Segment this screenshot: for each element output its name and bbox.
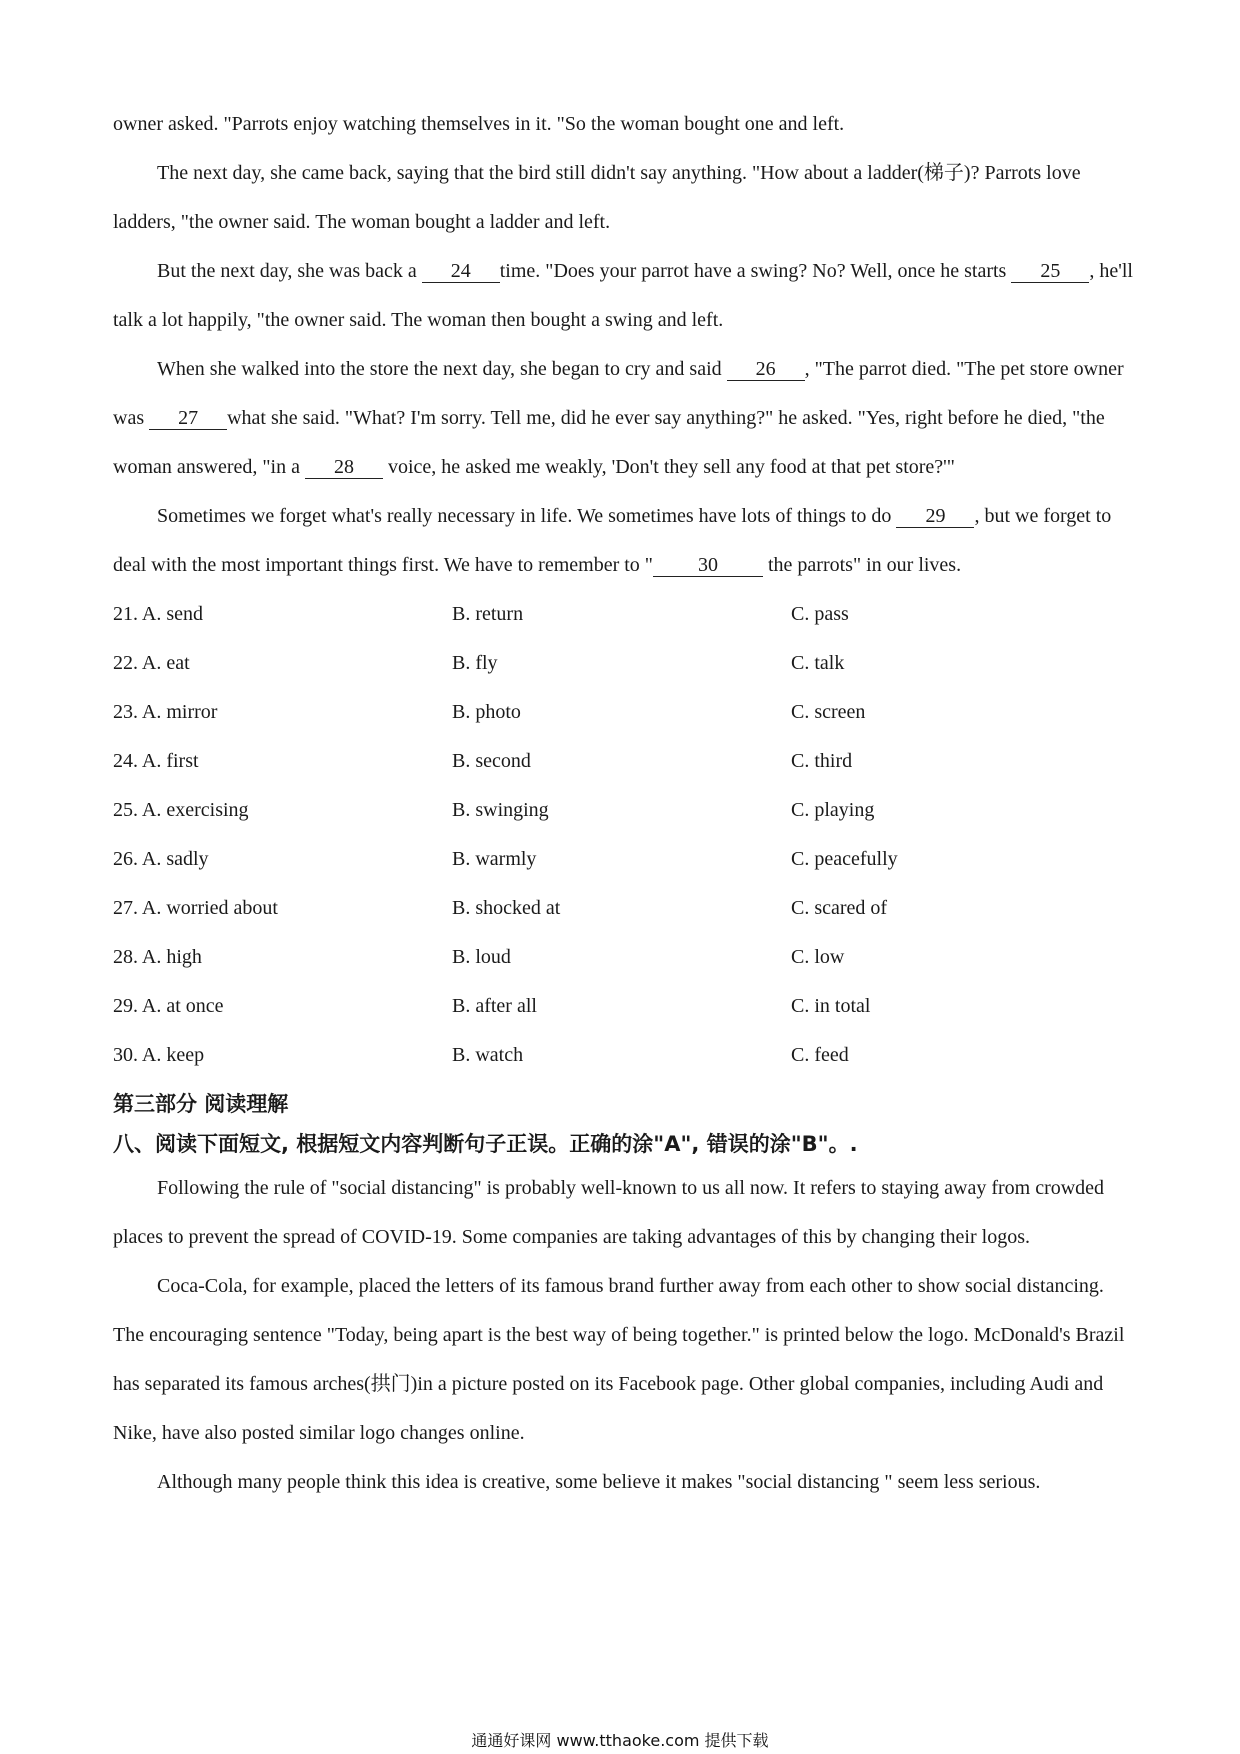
option-b: B. loud [452, 946, 511, 968]
option-c: C. feed [791, 1044, 849, 1066]
option-row [113, 933, 1133, 982]
blank-27: 27 [149, 407, 227, 430]
reading-paragraph-2: Coca-Cola, for example, placed the letters of its famous brand further away from each other to show social distancing. The encouraging sentence "Today, being apart is the best way of being together." is printed below the logo. McDonald's Brazil has separated its famous arches(拱门)in a picture posted on its Facebook page. Other global companies, including Audi and Nike, have also posted similar logo changes online. [113, 1275, 1125, 1444]
option-b: B. shocked at [452, 897, 561, 919]
text-segment: voice, he asked me weakly, 'Don't they sell any food at that pet store?'" [383, 456, 955, 478]
passage-paragraph-3 [113, 247, 1133, 345]
text-segment: time. "Does your parrot have a swing? No? Well, once he starts [499, 260, 1012, 282]
text-segment: But the next day, she was back a [157, 260, 422, 282]
text-segment: , "The parrot died. "The pet store owner was [113, 358, 1124, 429]
option-a: 28. A. high [113, 946, 202, 968]
section-part-title: 第三部分 阅读理解 [113, 1092, 289, 1116]
option-row [113, 884, 1133, 933]
text-segment: what she said. "What? I'm sorry. Tell me, did he ever say anything?" he asked. "Yes, right before he died, "the woman answered, "in a [113, 407, 1105, 478]
option-c: C. screen [791, 701, 866, 723]
option-b: B. fly [452, 652, 498, 674]
blank-30: 30 [653, 554, 763, 577]
option-a: 24. A. first [113, 750, 199, 772]
option-row [113, 835, 1133, 884]
option-c: C. pass [791, 603, 849, 625]
option-c: C. in total [791, 995, 871, 1017]
option-row [113, 737, 1133, 786]
option-a: 22. A. eat [113, 652, 190, 674]
option-row [113, 590, 1133, 639]
document-page [113, 100, 1133, 1507]
option-row [113, 688, 1133, 737]
option-row [113, 982, 1133, 1031]
blank-26: 26 [727, 358, 805, 381]
blank-25: 25 [1011, 260, 1089, 283]
option-a: 25. A. exercising [113, 799, 249, 821]
option-c: C. scared of [791, 897, 888, 919]
option-c: C. third [791, 750, 853, 772]
blank-29: 29 [896, 505, 974, 528]
option-row [113, 786, 1133, 835]
option-b: B. after all [452, 995, 537, 1017]
option-row [113, 1031, 1133, 1080]
option-b: B. photo [452, 701, 521, 723]
text-segment: , he'll talk a lot happily, "the owner said. The woman then bought a swing and left. [113, 260, 1133, 331]
answer-options [113, 590, 1133, 1080]
option-a: 23. A. mirror [113, 701, 218, 723]
option-b: B. return [452, 603, 524, 625]
option-a: 30. A. keep [113, 1044, 205, 1066]
reading-paragraph-1: Following the rule of "social distancing" is probably well-known to us all now. It refers to staying away from crowded places to prevent the spread of COVID-19. Some companies are taking advantages of this by changing their logos. [113, 1177, 1105, 1248]
text-segment: the parrots" in our lives. [762, 554, 962, 576]
option-b: B. warmly [452, 848, 537, 870]
passage-paragraph-5 [113, 492, 1133, 590]
section-question-title: 八、阅读下面短文, 根据短文内容判断句子正误。正确的涂"A", 错误的涂"B"。. [113, 1132, 858, 1156]
option-b: B. swinging [452, 799, 549, 821]
option-c: C. low [791, 946, 845, 968]
blank-24: 24 [422, 260, 500, 283]
text-segment: Sometimes we forget what's really necessary in life. We sometimes have lots of things to do [157, 505, 897, 527]
option-a: 29. A. at once [113, 995, 224, 1017]
option-b: B. second [452, 750, 531, 772]
option-row [113, 639, 1133, 688]
option-a: 27. A. worried about [113, 897, 278, 919]
page-footer: 通通好课网 www.tthaoke.com 提供下载 [471, 1731, 769, 1750]
option-c: C. peacefully [791, 848, 898, 870]
text-segment: When she walked into the store the next day, she began to cry and said [157, 358, 727, 380]
passage-paragraph-1: owner asked. "Parrots enjoy watching themselves in it. "So the woman bought one and left. [113, 113, 845, 135]
text-segment: , but we forget to deal with the most important things first. We have to remember to " [113, 505, 1112, 576]
option-c: C. playing [791, 799, 875, 821]
passage-paragraph-4 [113, 345, 1133, 492]
option-c: C. talk [791, 652, 845, 674]
option-a: 26. A. sadly [113, 848, 209, 870]
option-a: 21. A. send [113, 603, 203, 625]
reading-paragraph-3: Although many people think this idea is creative, some believe it makes "social distancing " seem less serious. [157, 1471, 1041, 1493]
blank-28: 28 [305, 456, 383, 479]
option-b: B. watch [452, 1044, 524, 1066]
passage-paragraph-2: The next day, she came back, saying that the bird still didn't say anything. "How about a ladder(梯子)? Parrots love ladders, "the owner said. The woman bought a ladder and left. [113, 162, 1081, 233]
